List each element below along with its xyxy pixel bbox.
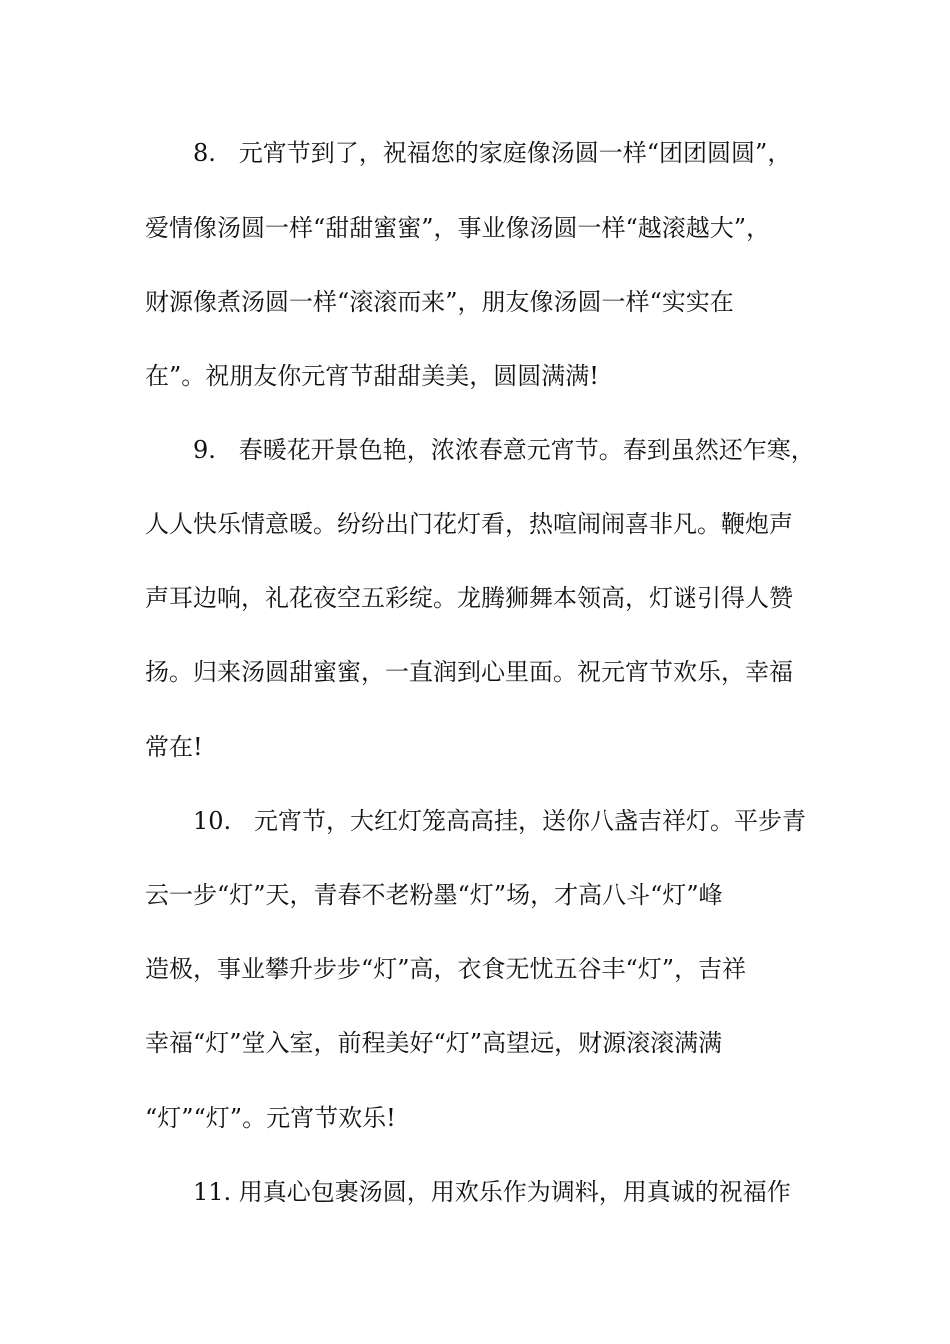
item-9-line-3: 声耳边响，礼花夜空五彩绽。龙腾狮舞本领高，灯谜引得人赞: [145, 584, 793, 612]
item-8-line-3: 财源像煮汤圆一样“滚滚而来”，朋友像汤圆一样“实实在: [145, 288, 734, 316]
item-11-line-1: 11. 用真心包裹汤圆，用欢乐作为调料，用真诚的祝福作: [193, 1178, 791, 1206]
item-10-line-5: “灯”“灯”。元宵节欢乐!: [145, 1104, 396, 1132]
item-10-line-4: 幸福“灯”堂入室，前程美好“灯”高望远，财源滚滚满满: [145, 1029, 723, 1057]
item-10-line-3: 造极，事业攀升步步“灯”高，衣食无忧五谷丰“灯”，吉祥: [145, 955, 747, 983]
item-8-line-1: 8. 元宵节到了，祝福您的家庭像汤圆一样“团团圆圆”，: [193, 139, 792, 167]
item-9-line-4: 扬。归来汤圆甜蜜蜜，一直润到心里面。祝元宵节欢乐，幸福: [145, 658, 793, 686]
item-8-line-2: 爱情像汤圆一样“甜甜蜜蜜”，事业像汤圆一样“越滚越大”，: [145, 214, 771, 242]
item-8-line-4: 在”。祝朋友你元宵节甜甜美美，圆圆满满!: [145, 362, 599, 390]
item-9-line-5: 常在!: [145, 733, 203, 761]
item-10-line-1: 10. 元宵节，大红灯笼高高挂，送你八盏吉祥灯。平步青: [193, 807, 807, 835]
item-9-line-2: 人人快乐情意暖。纷纷出门花灯看，热喧闹闹喜非凡。鞭炮声: [145, 510, 793, 538]
item-10-line-2: 云一步“灯”天，青春不老粉墨“灯”场，才高八斗“灯”峰: [145, 881, 723, 909]
item-9-line-1: 9. 春暖花开景色艳，浓浓春意元宵节。春到虽然还乍寒，: [193, 436, 815, 464]
